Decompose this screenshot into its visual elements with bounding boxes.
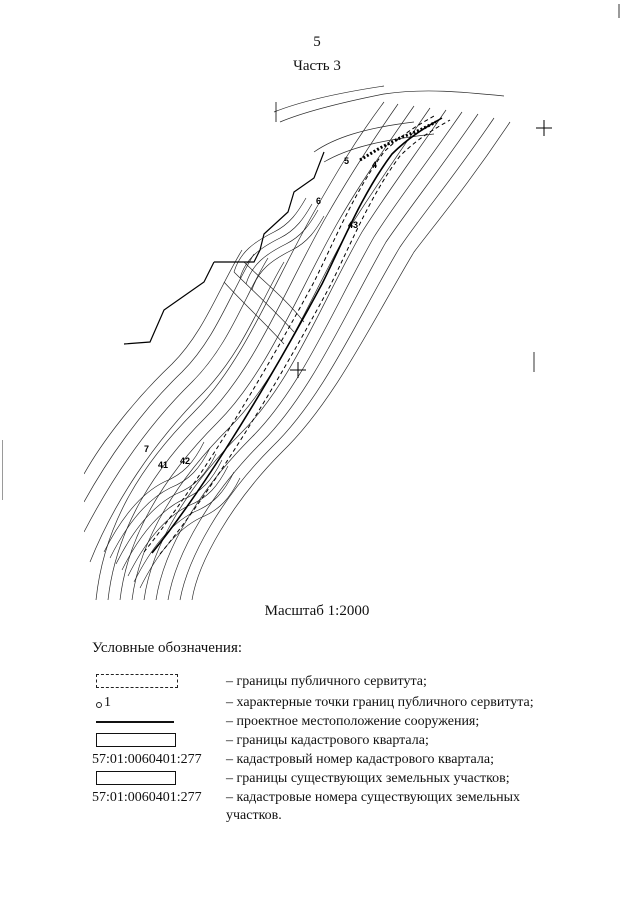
map-label: 6 xyxy=(316,196,322,206)
legend-description: – границы существующих земельных участков; xyxy=(226,771,510,786)
legend-description: – проектное местоположение сооружения; xyxy=(226,714,480,729)
scan-artifact xyxy=(2,440,3,500)
map-label: 41 xyxy=(158,460,169,470)
page-number: 5 xyxy=(313,34,321,50)
legend-title: Условные обозначения: xyxy=(92,640,243,656)
legend-description: – границы публичного сервитута; xyxy=(226,674,427,689)
legend-symbol xyxy=(92,751,222,769)
map-label: 5 xyxy=(344,156,350,166)
topographic-map xyxy=(84,82,570,602)
map-label: 4 xyxy=(372,160,378,170)
legend-symbol xyxy=(92,673,222,691)
point-label: 1 xyxy=(104,695,111,710)
legend-symbol xyxy=(92,713,222,731)
legend-description: – границы кадастрового квартала; xyxy=(226,733,429,748)
map-label: 7 xyxy=(144,444,150,454)
map-label: 43 xyxy=(348,220,359,230)
legend-description: – кадастровый номер кадастрового квартала; xyxy=(226,752,494,767)
cadastral-number-sample: 57:01:0060401:277 xyxy=(92,790,202,805)
legend-description: – кадастровые номера существующих земельных участков. xyxy=(226,790,521,823)
legend-description: – характерные точки границ публичного сервитута; xyxy=(226,695,534,710)
map-scale: Масштаб 1:2000 xyxy=(264,603,370,619)
thick-rectangle-icon xyxy=(96,733,176,747)
legend-symbol xyxy=(92,732,222,750)
legend-symbol xyxy=(92,770,222,788)
thin-rectangle-icon xyxy=(96,771,176,785)
scan-artifact xyxy=(618,4,620,18)
cadastral-number-sample: 57:01:0060401:277 xyxy=(92,752,202,767)
point-marker-icon xyxy=(96,694,111,712)
part-title: Часть 3 xyxy=(293,58,341,74)
map-label: 42 xyxy=(180,456,191,466)
legend-symbol xyxy=(92,694,222,712)
solid-line-icon xyxy=(96,721,174,723)
dashed-box-icon xyxy=(96,674,178,688)
legend-symbol xyxy=(92,789,222,807)
